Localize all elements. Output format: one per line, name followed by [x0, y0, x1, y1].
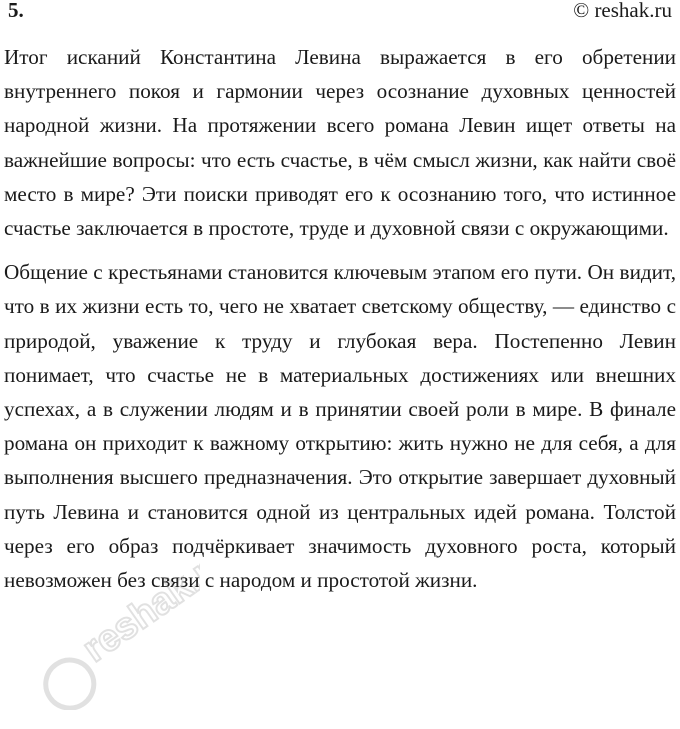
watermark-text: reshak.ru	[75, 560, 200, 671]
paragraph-2: Общение с крестьянами становится ключевым этапом его пути. Он видит, что в их жизни есть то, чего не хватает светскому обществу, — единство с природой, уважение к труду и глубокая вера. Постепенно Левин понимает, что счастье не в материальных достижениях или внешних успехах, а в служении людям и в принятии своей роли в мире. В финале романа он приходит к важному открытию: жить нужно не для себя, а для выполнения высшего предназначения. Это открытие завершает духовный путь Левина и становится одной из центральных идей романа. Толстой через его образ подчёркивает значимость духовного роста, который невозможен без связи с народом и простотой жизни.	[4, 260, 676, 593]
page-header	[4, 0, 676, 30]
paragraph-1: Итог исканий Константина Левина выражается в его обретении внутреннего покоя и гармонии через осознание духовных ценностей народной жизни. На протяжении всего романа Левин ищет ответы на важнейшие вопросы: что есть счастье, в чём смысл жизни, как найти своё место в мире? Эти поиски приводят его к осознанию того, что истинное счастье заключается в простоте, труде и духовной связи с окружающими.	[4, 45, 676, 241]
task-number: 5.	[8, 0, 24, 22]
site-credit: © reshak.ru	[573, 0, 672, 22]
watermark-circle-icon	[36, 651, 103, 710]
